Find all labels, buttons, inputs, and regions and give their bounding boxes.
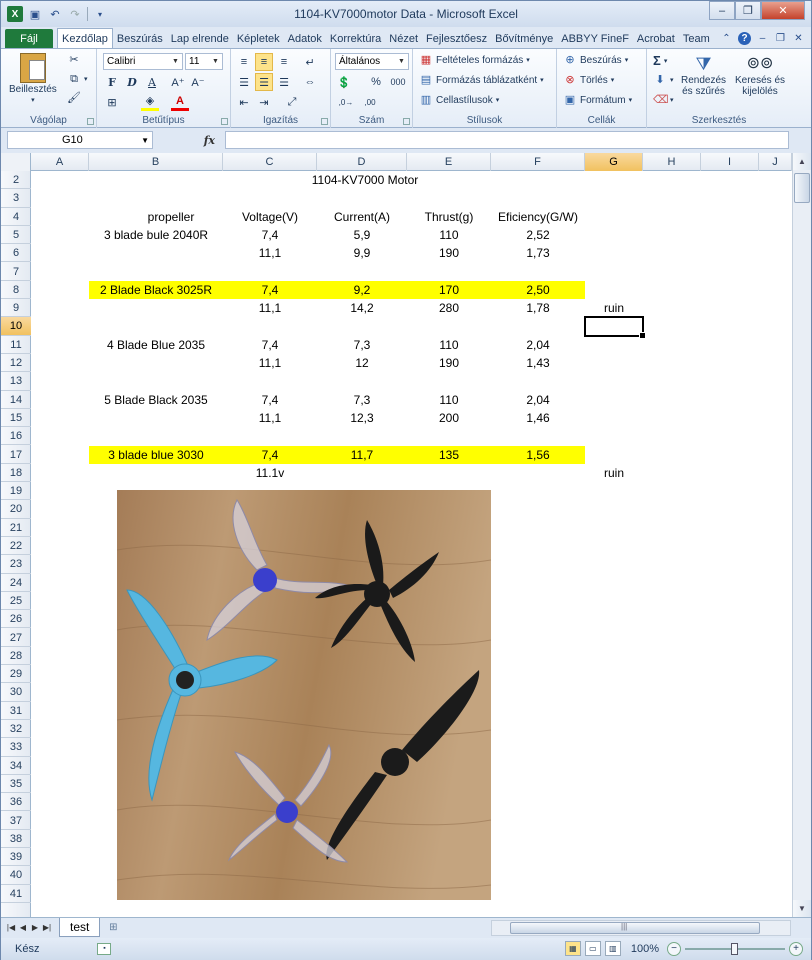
sort-filter-label-1: Rendezés xyxy=(681,75,727,86)
increase-indent-icon[interactable]: ⇥ xyxy=(259,96,269,109)
sort-filter-button[interactable] xyxy=(681,53,726,97)
row-header-35[interactable]: 35 xyxy=(1,775,31,793)
view-zoom-controls xyxy=(565,941,803,956)
grip-icon: ||| xyxy=(621,922,628,931)
row-header-7[interactable]: 7 xyxy=(1,263,31,281)
status-bar xyxy=(1,938,811,960)
ribbon-home xyxy=(1,48,811,128)
name-box[interactable] xyxy=(7,131,153,149)
restore-icon[interactable]: ❐ xyxy=(735,1,761,20)
cell-thrust[interactable]: 135 xyxy=(438,447,460,462)
first-sheet-icon[interactable]: |◀ xyxy=(6,923,16,932)
fill-button[interactable]: ⬇ ▾ xyxy=(653,73,674,87)
group-label-alignment: Igazítás xyxy=(262,115,299,126)
sheet-tab-bar xyxy=(1,917,811,937)
conditional-formatting-label: Feltételes formázás xyxy=(436,54,524,66)
cell-efficiency[interactable]: 2,50 xyxy=(526,282,550,297)
cell-voltage[interactable]: 7,4 xyxy=(261,392,279,407)
cell-styles-icon: ▥ xyxy=(420,94,432,106)
percent-button[interactable]: % xyxy=(371,76,381,88)
vertical-scroll-thumb[interactable] xyxy=(794,173,810,203)
customize-qat-icon[interactable]: ▾ xyxy=(97,9,102,19)
cell-efficiency[interactable]: 2,04 xyxy=(526,392,550,407)
row-header-26[interactable]: 26 xyxy=(1,610,31,628)
cell-voltage[interactable]: 7,4 xyxy=(261,227,279,242)
row-header-11[interactable]: 11 xyxy=(1,336,31,354)
cell-voltage[interactable]: 11,1 xyxy=(258,246,282,261)
undo-icon[interactable]: ↶ xyxy=(50,8,60,21)
page-layout-view-icon[interactable]: ▭ xyxy=(585,941,601,956)
name-box-value: G10 xyxy=(62,134,83,146)
row-header-37[interactable]: 37 xyxy=(1,812,31,830)
format-as-table-icon: ▤ xyxy=(420,74,432,86)
find-select-label-1: Keresés és xyxy=(735,75,786,86)
tab-abbyy[interactable]: ABBYY FineF xyxy=(561,32,629,45)
group-cells xyxy=(557,49,647,128)
page-break-view-icon[interactable]: ▥ xyxy=(605,941,621,956)
chevron-down-icon: ▼ xyxy=(141,135,149,145)
number-format-value: Általános xyxy=(339,56,381,67)
row-header-34[interactable]: 34 xyxy=(1,757,31,775)
cell-thrust[interactable]: 110 xyxy=(439,227,459,242)
cell-propeller[interactable]: 3 blade blue 3030 xyxy=(108,447,204,462)
group-label-number: Szám xyxy=(358,115,385,126)
cell-thrust[interactable]: 190 xyxy=(438,356,460,370)
cell-voltage[interactable]: 11,1 xyxy=(258,356,282,370)
header-voltage[interactable]: Voltage(V) xyxy=(241,209,299,224)
tab-home[interactable]: Kezdőlap xyxy=(57,28,113,48)
zoom-in-icon[interactable]: + xyxy=(789,942,803,956)
column-header-d[interactable]: D xyxy=(317,153,407,171)
horizontal-scroll-thumb[interactable] xyxy=(510,922,760,934)
autosum-button[interactable]: Σ ▾ xyxy=(653,53,668,68)
column-header-a[interactable]: A xyxy=(31,153,89,171)
tab-formulas[interactable]: Képletek xyxy=(236,32,280,45)
row-header-41[interactable]: 41 xyxy=(1,885,31,903)
eraser-icon: ⌫ xyxy=(653,94,669,106)
font-size-select[interactable] xyxy=(185,53,223,70)
row-header-14[interactable]: 14 xyxy=(1,391,31,409)
cell-propeller[interactable]: 3 blade bule 2040R xyxy=(103,227,209,242)
group-alignment xyxy=(231,49,331,128)
window-title: 1104-KV7000motor Data - Microsoft Excel xyxy=(294,7,518,21)
cell-efficiency[interactable]: 1,56 xyxy=(526,447,550,462)
cell-efficiency[interactable]: 1,78 xyxy=(526,301,550,316)
row-header-17[interactable]: 17 xyxy=(1,446,31,464)
header-efficiency[interactable]: Eficiency(G/W) xyxy=(497,209,578,224)
italic-button[interactable]: D xyxy=(127,75,137,89)
tab-page-layout[interactable]: Lap elrende xyxy=(170,32,229,45)
row-header-16[interactable]: 16 xyxy=(1,427,31,445)
column-header-i[interactable]: I xyxy=(701,153,759,171)
clipboard-launcher-icon[interactable] xyxy=(87,118,94,125)
row-header-10[interactable]: 10 xyxy=(1,317,31,335)
bold-button[interactable]: F xyxy=(108,75,116,89)
group-editing xyxy=(647,49,791,128)
row-header-39[interactable]: 39 xyxy=(1,848,31,866)
cell-voltage[interactable]: 7,4 xyxy=(261,282,279,297)
cell-voltage[interactable]: 11.1v xyxy=(255,465,285,480)
column-header-f[interactable]: F xyxy=(491,153,585,171)
row-header-13[interactable]: 13 xyxy=(1,372,31,390)
excel-app-icon[interactable]: X xyxy=(7,6,23,22)
cell-current[interactable]: 12,3 xyxy=(350,410,374,425)
normal-view-icon[interactable]: ▦ xyxy=(565,941,581,956)
group-label-clipboard: Vágólap xyxy=(30,115,67,126)
paste-button[interactable] xyxy=(9,53,57,104)
cell-voltage[interactable]: 11,1 xyxy=(258,410,282,425)
tab-addins[interactable]: Bővítménye xyxy=(495,32,554,45)
borders-icon[interactable]: ⊞ xyxy=(107,96,117,109)
cell-voltage[interactable]: 7,4 xyxy=(261,447,279,462)
close-icon[interactable]: ✕ xyxy=(761,1,805,20)
row-header-6[interactable]: 6 xyxy=(1,244,31,262)
insert-cells-button[interactable]: ⊕ Beszúrás ▾ xyxy=(563,53,628,67)
cell-current[interactable]: 5,9 xyxy=(353,227,371,242)
copy-icon[interactable]: ⧉ ▾ xyxy=(70,73,88,85)
vertical-scrollbar[interactable] xyxy=(792,153,811,917)
align-right-icon[interactable]: ☰ xyxy=(279,76,289,89)
tab-review[interactable]: Korrektúra xyxy=(329,32,382,45)
propellers-photo-graphic xyxy=(117,490,491,900)
cell-thrust[interactable]: 190 xyxy=(438,246,460,261)
tab-developer[interactable]: Fejlesztőesz xyxy=(426,32,488,45)
cell-thrust[interactable]: 280 xyxy=(438,301,460,316)
find-select-button[interactable] xyxy=(735,53,785,97)
font-launcher-icon[interactable] xyxy=(221,118,228,125)
group-number xyxy=(331,49,413,128)
worksheet-grid[interactable] xyxy=(1,153,792,917)
row-header-15[interactable]: 15 xyxy=(1,409,31,427)
redo-icon[interactable]: ↷ xyxy=(70,8,80,21)
fill-down-icon: ⬇ xyxy=(655,74,665,86)
row-header-31[interactable]: 31 xyxy=(1,702,31,720)
grow-font-icon[interactable]: A⁺ xyxy=(171,76,185,89)
delete-cells-button[interactable]: ⊗ Törlés ▾ xyxy=(563,73,614,87)
chevron-down-icon: ▼ xyxy=(212,58,219,65)
clear-button[interactable]: ⌫ ▾ xyxy=(653,94,674,106)
zoom-slider-knob[interactable] xyxy=(731,943,738,955)
align-bottom-icon[interactable]: ≡ xyxy=(280,56,288,68)
conditional-formatting-icon: ▦ xyxy=(420,54,432,66)
decrease-decimal-icon[interactable]: ,00 xyxy=(364,97,376,107)
cell-current[interactable]: 7,3 xyxy=(353,337,371,352)
row-header-40[interactable]: 40 xyxy=(1,866,31,884)
cell-current[interactable]: 14,2 xyxy=(350,301,374,316)
save-icon[interactable]: ▣ xyxy=(29,8,41,21)
font-color-icon[interactable]: A xyxy=(171,93,189,111)
row-header-25[interactable]: 25 xyxy=(1,592,31,610)
insert-cells-icon: ⊕ xyxy=(565,54,575,66)
tab-file[interactable]: Fájl xyxy=(5,29,53,48)
cell-current[interactable]: 12 xyxy=(355,356,369,370)
cell-voltage[interactable]: 7,4 xyxy=(261,337,279,352)
autosum-icon: Σ xyxy=(653,53,661,68)
propellers-photo[interactable] xyxy=(117,490,491,900)
prev-sheet-icon[interactable]: ◀ xyxy=(19,923,27,932)
thousands-button[interactable]: 000 xyxy=(390,77,406,87)
cell-thrust[interactable]: 110 xyxy=(439,337,459,352)
tab-team[interactable]: Team xyxy=(682,32,710,45)
cell-note[interactable]: ruin xyxy=(603,465,624,480)
column-header-e[interactable]: E xyxy=(407,153,491,171)
merge-center-icon[interactable]: ⇔ xyxy=(304,76,316,88)
header-propeller[interactable]: propeller xyxy=(147,209,195,224)
cell-thrust[interactable]: 110 xyxy=(439,392,459,407)
align-left-icon[interactable]: ☰ xyxy=(239,76,249,89)
fill-color-icon[interactable]: ◈ xyxy=(141,93,159,111)
zoom-level[interactable]: 100% xyxy=(630,942,659,955)
cell-efficiency[interactable]: 2,52 xyxy=(526,227,550,242)
format-as-table-button[interactable]: ▤ Formázás táblázatként ▾ xyxy=(420,74,544,86)
paste-label: Beillesztés xyxy=(9,84,57,95)
wrap-text-icon[interactable]: ↵ xyxy=(305,56,315,69)
group-font xyxy=(97,49,231,128)
tab-insert[interactable]: Beszúrás xyxy=(116,32,163,45)
group-label-editing: Szerkesztés xyxy=(691,115,747,126)
increase-decimal-icon[interactable]: ,0→ xyxy=(338,97,354,107)
header-current[interactable]: Current(A) xyxy=(333,209,390,224)
help-icon[interactable]: ? xyxy=(738,32,751,45)
cell-note[interactable]: ruin xyxy=(603,301,624,316)
sheet-tab-test[interactable]: test xyxy=(59,918,100,937)
row-header-22[interactable]: 22 xyxy=(1,537,31,555)
format-as-table-label: Formázás táblázatként xyxy=(436,74,538,86)
row-header-27[interactable]: 27 xyxy=(1,629,31,647)
scroll-down-icon[interactable]: ▼ xyxy=(793,900,811,917)
minimize-ribbon-icon[interactable]: ⌃ xyxy=(722,33,731,44)
cell-propeller[interactable]: 2 Blade Black 3025R xyxy=(99,282,213,297)
cell-efficiency[interactable]: 2,04 xyxy=(526,337,550,352)
alignment-launcher-icon[interactable] xyxy=(321,118,328,125)
row-header-29[interactable]: 29 xyxy=(1,665,31,683)
cell-area[interactable] xyxy=(31,171,792,917)
conditional-formatting-button[interactable]: ▦ Feltételes formázás ▾ xyxy=(420,54,530,66)
cell-current[interactable]: 9,2 xyxy=(353,282,371,297)
status-ready: Kész xyxy=(15,943,40,955)
column-header-b[interactable]: B xyxy=(89,153,223,171)
insert-function-icon[interactable]: fx xyxy=(203,133,215,147)
column-header-c[interactable]: C xyxy=(223,153,317,171)
format-cells-label: Formátum xyxy=(580,94,626,106)
insert-sheet-icon[interactable]: ⊞ xyxy=(109,922,118,933)
cell-efficiency[interactable]: 1,46 xyxy=(526,410,550,425)
cell-current[interactable]: 7,3 xyxy=(353,392,371,407)
number-launcher-icon[interactable] xyxy=(403,118,410,125)
cell-thrust[interactable]: 170 xyxy=(438,282,460,297)
last-sheet-icon[interactable]: ▶| xyxy=(42,923,52,932)
find-select-label-2: kijelölés xyxy=(742,86,778,97)
cell-styles-label: Cellastílusok xyxy=(436,94,493,106)
quick-access-toolbar xyxy=(1,1,108,27)
orientation-icon[interactable]: ⤢ xyxy=(287,95,297,108)
decrease-indent-icon[interactable]: ⇤ xyxy=(239,96,249,109)
align-middle-icon[interactable]: ≡ xyxy=(255,53,273,71)
align-center-icon[interactable]: ☰ xyxy=(255,73,273,91)
font-name-select[interactable] xyxy=(103,53,183,70)
cut-icon[interactable]: ✂ xyxy=(69,54,79,66)
row-header-23[interactable]: 23 xyxy=(1,555,31,573)
tab-acrobat[interactable]: Acrobat xyxy=(636,32,675,45)
cell-propeller[interactable]: 5 Blade Black 2035 xyxy=(104,392,208,407)
workbook-minimize-icon[interactable]: – xyxy=(759,33,766,44)
sort-filter-label-2: és szűrés xyxy=(682,86,725,97)
shrink-font-icon[interactable]: A⁻ xyxy=(191,76,205,89)
insert-cells-label: Beszúrás xyxy=(580,54,622,66)
cell-efficiency[interactable]: 1,43 xyxy=(526,356,550,370)
row-header-28[interactable]: 28 xyxy=(1,647,31,665)
group-styles xyxy=(413,49,557,128)
select-all-corner[interactable] xyxy=(1,153,31,171)
row-header-32[interactable]: 32 xyxy=(1,720,31,738)
row-header-12[interactable]: 12 xyxy=(1,354,31,372)
active-cell-selection[interactable] xyxy=(584,316,644,336)
cell-thrust[interactable]: 200 xyxy=(438,410,460,425)
column-header-j[interactable]: J xyxy=(759,153,792,171)
tab-data[interactable]: Adatok xyxy=(287,32,322,45)
underline-button[interactable]: A xyxy=(148,75,156,89)
row-header-33[interactable]: 33 xyxy=(1,738,31,756)
window-controls xyxy=(709,1,805,20)
delete-cells-label: Törlés xyxy=(580,74,608,86)
cell-voltage[interactable]: 11,1 xyxy=(258,301,282,316)
row-header-4[interactable]: 4 xyxy=(1,208,31,226)
header-thrust[interactable]: Thrust(g) xyxy=(424,209,474,224)
macro-record-icon[interactable]: ▪ xyxy=(97,943,111,955)
tab-row-icons xyxy=(720,29,811,48)
row-headers xyxy=(1,171,31,917)
row-header-36[interactable]: 36 xyxy=(1,793,31,811)
zoom-out-icon[interactable]: − xyxy=(667,942,681,956)
sheet-title[interactable]: 1104-KV7000 Motor xyxy=(311,173,419,187)
row-header-8[interactable]: 8 xyxy=(1,281,31,299)
chevron-down-icon: ▼ xyxy=(172,58,179,65)
row-header-21[interactable]: 21 xyxy=(1,519,31,537)
delete-cells-icon: ⊗ xyxy=(565,74,575,86)
workbook-restore-icon[interactable]: ❐ xyxy=(776,33,785,44)
zoom-slider[interactable] xyxy=(685,942,785,956)
cell-current[interactable]: 9,9 xyxy=(353,246,371,261)
column-header-h[interactable]: H xyxy=(643,153,701,171)
workbook-close-icon[interactable]: ✕ xyxy=(794,33,803,44)
row-header-30[interactable]: 30 xyxy=(1,683,31,701)
next-sheet-icon[interactable]: ▶ xyxy=(31,923,39,932)
paste-icon xyxy=(20,53,46,83)
row-header-18[interactable]: 18 xyxy=(1,464,31,482)
binoculars-icon: ⊚⊚ xyxy=(746,55,774,72)
row-header-20[interactable]: 20 xyxy=(1,500,31,518)
tab-view[interactable]: Nézet xyxy=(389,32,419,45)
format-cells-button[interactable]: ▣ Formátum ▾ xyxy=(564,94,633,106)
chevron-down-icon: ▼ xyxy=(398,58,405,65)
column-headers xyxy=(1,153,792,171)
minimize-icon[interactable]: – xyxy=(709,1,735,20)
formula-input[interactable] xyxy=(225,131,789,149)
cell-efficiency[interactable]: 1,73 xyxy=(526,246,550,261)
cell-current[interactable]: 11,7 xyxy=(350,447,374,462)
formula-bar xyxy=(1,129,811,151)
align-top-icon[interactable]: ≡ xyxy=(240,56,248,68)
group-label-font: Betűtípus xyxy=(142,115,185,126)
column-header-g[interactable]: G xyxy=(585,153,643,171)
sort-filter-icon: ⧩ xyxy=(695,54,712,74)
cell-styles-button[interactable]: ▥ Cellastílusok ▾ xyxy=(420,94,500,106)
title-bar xyxy=(1,1,811,27)
row-header-9[interactable]: 9 xyxy=(1,299,31,317)
format-cells-icon: ▣ xyxy=(564,94,576,106)
number-format-select[interactable] xyxy=(335,53,409,70)
row-header-2[interactable]: 2 xyxy=(1,171,31,189)
paste-dropdown-icon: ▾ xyxy=(31,97,35,104)
row-header-5[interactable]: 5 xyxy=(1,226,31,244)
font-name-value: Calibri xyxy=(107,56,136,67)
group-label-cells: Cellák xyxy=(587,115,616,126)
qat-separator xyxy=(87,7,88,21)
font-size-value: 11 xyxy=(189,56,200,67)
scroll-up-icon[interactable]: ▲ xyxy=(793,153,811,170)
group-clipboard xyxy=(1,49,97,128)
ribbon-tabs xyxy=(1,27,811,48)
row-header-24[interactable]: 24 xyxy=(1,574,31,592)
cell-propeller[interactable]: 4 Blade Blue 2035 xyxy=(106,337,206,352)
row-header-38[interactable]: 38 xyxy=(1,830,31,848)
row-header-19[interactable]: 19 xyxy=(1,482,31,500)
group-label-styles: Stílusok xyxy=(466,115,503,126)
horizontal-scrollbar[interactable] xyxy=(491,920,791,936)
format-painter-icon[interactable]: 🖌 xyxy=(67,92,81,104)
row-header-3[interactable]: 3 xyxy=(1,189,31,207)
currency-icon[interactable]: 💲 xyxy=(337,76,351,89)
